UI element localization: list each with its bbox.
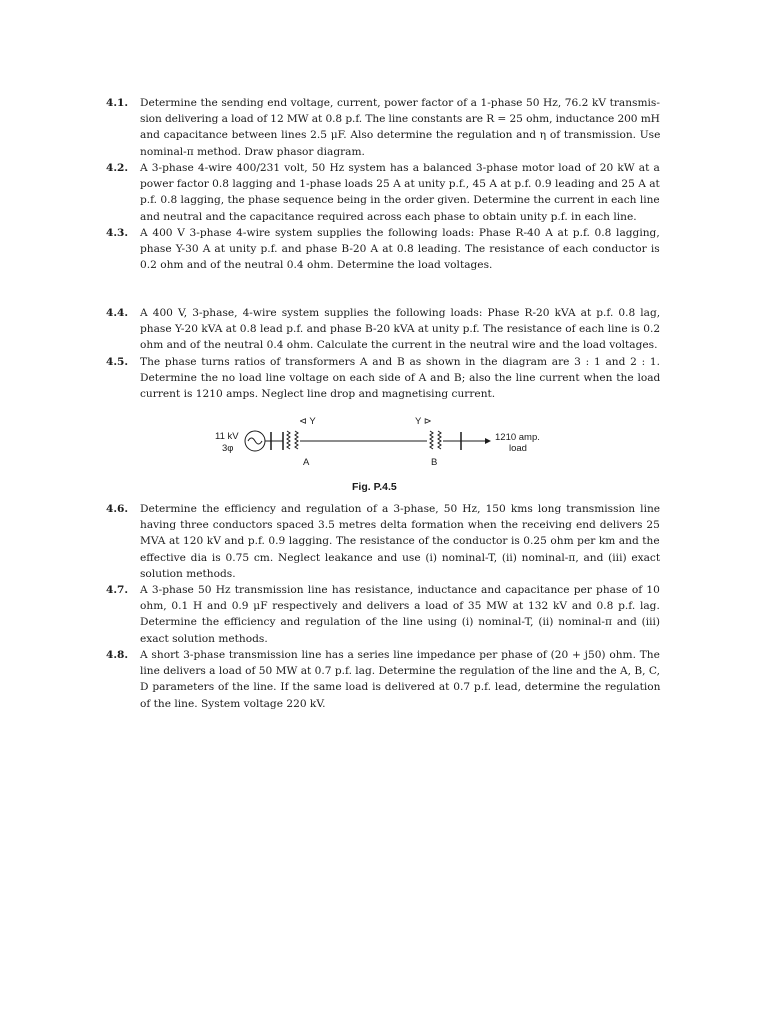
problem-4-8 <box>106 647 660 712</box>
circuit-diagram <box>205 412 565 472</box>
problem-line: exact solution methods. <box>140 632 268 645</box>
problem-line: Determine the efficiency and regulation of the line using (i) nominal-T, (ii) nominal-π and (iii) <box>140 616 661 629</box>
problem-line: ohm, 0.1 H and 0.9 μF respectively and delivers a load of 35 MW at 132 kV and 0.8 p.f. lag. <box>140 600 660 613</box>
problem-line: and capacitance between lines 2.5 μF. Also determine the regulation and η of transmission. Use <box>140 129 661 142</box>
problem-line: having three conductors spaced 3.5 metres delta formation when the receiving end delivers 25 <box>140 519 660 532</box>
problem-line: effective dia is 0.75 cm. Neglect leakance and use (i) nominal-T, (ii) nominal-π, and (iii) exact <box>140 551 661 564</box>
problem-number: 4.7. <box>106 584 129 596</box>
transformer-a-primary <box>287 431 290 449</box>
problem-4-4 <box>106 305 660 354</box>
transformer-b-winding-label: Y ⊳ <box>415 416 432 427</box>
problem-line: A 3-phase 50 Hz transmission line has resistance, inductance and capacitance per phase of 10 <box>140 584 660 596</box>
problem-text <box>140 225 660 274</box>
load-current-label: 1210 amp. <box>495 432 540 443</box>
transformer-b-secondary <box>438 431 441 449</box>
problem-number: 4.6. <box>106 503 129 515</box>
transformer-a-label: A <box>303 457 310 468</box>
problem-number: 4.5. <box>106 356 129 368</box>
problem-line: ohm and of the neutral 0.4 ohm. Calculate the current in the neutral wire and the load voltages. <box>140 339 658 352</box>
load-label: load <box>509 443 527 454</box>
problem-line: D parameters of the line. If the same load is delivered at 0.7 p.f. lead, determine the regulation <box>140 681 661 694</box>
problem-line: phase Y-30 A at unity p.f. and phase B-20 A at 0.8 leading. The resistance of each conductor is <box>140 243 660 256</box>
problem-line: power factor 0.8 lagging and 1-phase loads 25 A at unity p.f., 45 A at p.f. 0.9 leading and 25 A at <box>140 178 660 191</box>
figure-caption: Fig. P.4.5 <box>352 481 397 493</box>
problem-number: 4.3. <box>106 227 129 239</box>
problem-4-5 <box>106 354 660 403</box>
problem-number: 4.8. <box>106 649 129 661</box>
problem-text <box>140 354 660 403</box>
problem-line: Determine the sending end voltage, current, power factor of a 1-phase 50 Hz, 76.2 kV transmis- <box>140 97 660 109</box>
problem-line: current is 1210 amps. Neglect line drop and magnetising current. <box>140 388 496 401</box>
problem-text <box>140 647 660 712</box>
problem-line: A short 3-phase transmission line has a series line impedance per phase of (20 + j50) ohm. The <box>140 649 660 661</box>
source-phase-label: 3φ <box>222 443 234 454</box>
transformer-a-winding-label: ⊲ Y <box>299 416 316 427</box>
source-voltage-label: 11 kV <box>215 431 239 442</box>
problem-line: A 3-phase 4-wire 400/231 volt, 50 Hz system has a balanced 3-phase motor load of 20 kW at a <box>140 162 660 174</box>
arrow-right-icon <box>485 438 491 444</box>
problem-text <box>140 95 660 160</box>
problem-line: solution methods. <box>140 567 236 580</box>
problem-line: The phase turns ratios of transformers A and B as shown in the diagram are 3 : 1 and 2 : 1. <box>140 356 661 368</box>
problem-line: phase Y-20 kVA at 0.8 lead p.f. and phase B-20 kVA at unity p.f. The resistance of each line is 0.2 <box>140 323 661 336</box>
problem-line: A 400 V, 3-phase, 4-wire system supplies the following loads: Phase R-20 kVA at p.f. 0.8 lag, <box>140 307 661 319</box>
problem-line: Determine the no load line voltage on each side of A and B; also the line current when the load <box>140 372 661 385</box>
problem-line: 0.2 ohm and of the neutral 0.4 ohm. Determine the load voltages. <box>140 259 493 272</box>
problem-line: and neutral and the capacitance required across each phase to obtain unity p.f. in each line. <box>140 210 637 223</box>
transformer-b-label: B <box>431 457 438 468</box>
problem-4-7 <box>106 582 660 647</box>
problem-line: p.f. 0.8 lagging, the phase sequence being in the order given. Determine the current in each line <box>140 194 660 207</box>
problem-text <box>140 305 660 354</box>
transformer-b-primary <box>430 431 433 449</box>
problem-4-3 <box>106 225 660 274</box>
problem-4-6 <box>106 501 660 582</box>
problem-number: 4.4. <box>106 307 129 319</box>
problem-text <box>140 160 660 225</box>
problem-line: sion delivering a load of 12 MW at 0.8 p.f. The line constants are R = 25 ohm, inductance 200 mH <box>140 113 660 126</box>
problem-text <box>140 582 660 647</box>
problem-text <box>140 501 660 582</box>
problem-line: A 400 V 3-phase 4-wire system supplies the following loads: Phase R-40 A at p.f. 0.8 lagging, <box>140 227 660 239</box>
problem-line: Determine the efficiency and regulation of a 3-phase, 50 Hz, 150 kms long transmission line <box>140 503 661 515</box>
problem-4-2 <box>106 160 660 225</box>
problem-line: nominal-π method. Draw phasor diagram. <box>140 145 365 158</box>
problem-line: of the line. System voltage 220 kV. <box>140 697 326 710</box>
problem-number: 4.2. <box>106 162 129 174</box>
transformer-a-secondary <box>295 431 298 449</box>
problem-number: 4.1. <box>106 97 129 109</box>
ac-wave <box>248 438 262 444</box>
problem-line: MVA at 120 kV and p.f. 0.9 lagging. The resistance of the conductor is 0.25 ohm per km and the <box>140 535 660 548</box>
problem-4-1 <box>106 95 660 160</box>
problem-line: line delivers a load of 50 MW at 0.7 p.f. lag. Determine the regulation of the line and the A, B, C, <box>140 665 660 678</box>
